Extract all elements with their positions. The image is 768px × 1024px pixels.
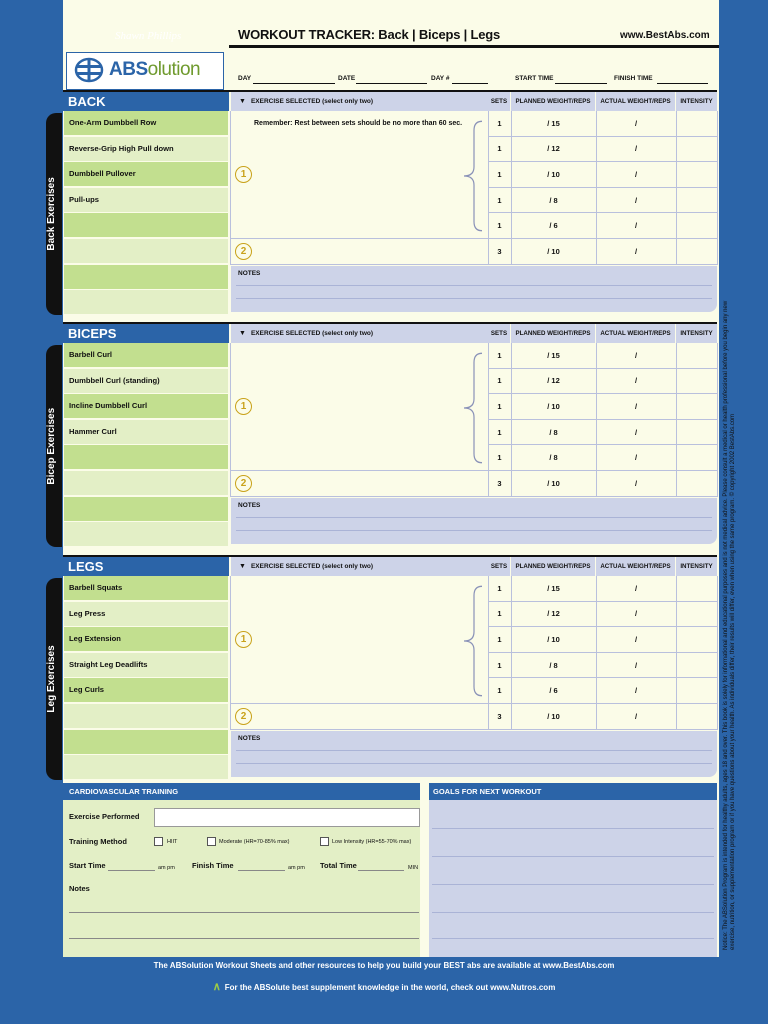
total-time-field[interactable] (358, 870, 404, 871)
exercise-option[interactable] (64, 522, 228, 546)
actual-cell[interactable]: / (596, 239, 676, 265)
planned-cell: / 6 (511, 678, 596, 704)
training-method-label: Training Method (69, 837, 127, 846)
legal-notice: Notice: The ABSolution Program is intended for healthy adults, ages 18 and over. This book is solely for informational and educational purposes and is not medical advice. Please consult a medical or health professional before you begin any new exercise, nutrition, or supplementation program or if you have questions about your health. As individuals differ, their results will differ, even when using the same program. © copyright 2002 BestAbs.com (723, 300, 736, 950)
planned-cell: / 8 (511, 188, 596, 214)
intensity-cell[interactable] (676, 137, 717, 163)
column-divider (488, 576, 489, 730)
min-label: MIN (408, 865, 419, 871)
sets-cell: 1 (488, 137, 511, 163)
actual-cell[interactable]: / (596, 420, 676, 446)
sets-header: SETS (488, 324, 510, 343)
back-notes-box[interactable] (231, 266, 717, 312)
notes-line (236, 298, 712, 299)
grouping-brace-icon (460, 584, 486, 698)
back-section-title: BACK (63, 92, 229, 111)
caret-down-icon: ▼ (239, 330, 246, 337)
column-divider (717, 576, 718, 730)
leaf-icon: ∧ (212, 981, 221, 993)
back-exercise-one-area[interactable] (231, 111, 488, 239)
actual-cell[interactable]: / (596, 137, 676, 163)
intensity-cell[interactable] (676, 188, 717, 214)
column-divider (596, 576, 597, 730)
goals-line[interactable] (432, 856, 714, 857)
column-divider (676, 111, 677, 265)
exercise-one-marker: 1 (235, 631, 252, 648)
intensity-cell[interactable] (676, 704, 717, 730)
finish-time-field[interactable] (657, 83, 708, 84)
back-exercise-selected-header (231, 92, 488, 111)
actual-header: ACTUAL WEIGHT/REPS (596, 92, 675, 111)
caret-down-icon: ▼ (239, 98, 246, 105)
actual-cell[interactable]: / (596, 343, 676, 369)
exercise-two-marker: 2 (235, 708, 252, 725)
column-divider (511, 343, 512, 497)
intensity-cell[interactable] (676, 369, 717, 395)
actual-cell[interactable]: / (596, 627, 676, 653)
biceps-section-title: BICEPS (63, 324, 229, 343)
hiit-label: HIIT (167, 839, 178, 845)
caret-down-icon: ▼ (239, 563, 246, 570)
exercise-option[interactable]: One-Arm Dumbbell Row (64, 111, 228, 135)
notes-label: NOTES (238, 269, 261, 277)
intensity-cell[interactable] (676, 602, 717, 628)
planned-cell: / 12 (511, 602, 596, 628)
sets-header: SETS (488, 92, 510, 111)
planned-cell: / 10 (511, 704, 596, 730)
sets-cell: 1 (488, 343, 511, 369)
back-exercise-two-area[interactable] (231, 239, 488, 265)
actual-cell[interactable]: / (596, 471, 676, 497)
goals-line[interactable] (432, 884, 714, 885)
legs-notes-box[interactable] (231, 731, 717, 777)
logo-wordmark: ABSolution (109, 59, 201, 80)
planned-cell: / 6 (511, 213, 596, 239)
day-label: DAY (238, 75, 252, 82)
intensity-header: INTENSITY (676, 324, 717, 343)
exercise-option[interactable] (64, 471, 228, 495)
notes-label: NOTES (238, 734, 261, 742)
moderate-label: Moderate (HR=70-85% max) (219, 839, 290, 845)
actual-cell[interactable]: / (596, 576, 676, 602)
planned-cell: / 12 (511, 137, 596, 163)
legs-side-label: Leg Exercises (46, 645, 57, 713)
exercise-selected-label: EXERCISE SELECTED (select only two) (250, 563, 374, 570)
sets-cell: 1 (488, 111, 511, 137)
biceps-exercise-one-area[interactable] (231, 343, 488, 471)
biceps-exercise-two-area[interactable] (231, 471, 488, 497)
sets-cell: 1 (488, 213, 511, 239)
intensity-cell[interactable] (676, 343, 717, 369)
logo-mark-icon (73, 56, 105, 84)
column-divider (596, 111, 597, 265)
cardio-notes-line[interactable] (69, 938, 419, 939)
exercise-option[interactable] (64, 445, 228, 469)
column-divider (676, 343, 677, 497)
sets-cell: 1 (488, 369, 511, 395)
goals-line[interactable] (432, 912, 714, 913)
sets-cell: 1 (488, 445, 511, 471)
goals-panel (429, 783, 717, 957)
actual-cell[interactable]: / (596, 602, 676, 628)
sets-cell: 1 (488, 162, 511, 188)
planned-cell: / 15 (511, 343, 596, 369)
goals-title: GOALS FOR NEXT WORKOUT (429, 783, 717, 800)
planned-cell: / 10 (511, 471, 596, 497)
planned-header: PLANNED WEIGHT/REPS (511, 557, 595, 576)
column-divider (230, 576, 231, 730)
low-intensity-checkbox[interactable] (320, 837, 329, 846)
intensity-cell[interactable] (676, 471, 717, 497)
actual-header: ACTUAL WEIGHT/REPS (596, 557, 675, 576)
actual-cell[interactable]: / (596, 369, 676, 395)
column-divider (717, 343, 718, 497)
notes-line (236, 750, 712, 751)
sets-cell: 1 (488, 420, 511, 446)
cardio-start-time-label: Start Time (69, 861, 106, 870)
exercise-option[interactable]: Dumbbell Pullover (64, 162, 228, 186)
exercise-option[interactable]: Pull-ups (64, 188, 228, 212)
exercise-option[interactable] (64, 730, 228, 754)
goals-line[interactable] (432, 938, 714, 939)
start-ampm: am pm (158, 865, 175, 871)
legs-exercise-selected-header (231, 557, 488, 576)
sets-cell: 1 (488, 188, 511, 214)
exercise-performed-label: Exercise Performed (69, 812, 140, 821)
sets-cell: 3 (488, 704, 511, 730)
column-divider (717, 111, 718, 265)
planned-cell: / 15 (511, 576, 596, 602)
legs-section-title: LEGS (63, 557, 229, 576)
sets-cell: 1 (488, 394, 511, 420)
day-number-field[interactable] (452, 83, 488, 84)
column-divider (511, 576, 512, 730)
column-divider (596, 343, 597, 497)
sets-cell: 1 (488, 678, 511, 704)
finish-ampm: am pm (288, 865, 305, 871)
intensity-cell[interactable] (676, 394, 717, 420)
exercise-option[interactable]: Leg Curls (64, 678, 228, 702)
cardio-start-time-field[interactable] (108, 870, 155, 871)
actual-cell[interactable]: / (596, 111, 676, 137)
grouping-brace-icon (460, 351, 486, 465)
start-time-field[interactable] (555, 83, 607, 84)
cardio-title: CARDIOVASCULAR TRAINING (63, 783, 420, 800)
column-divider (488, 343, 489, 497)
actual-cell[interactable]: / (596, 445, 676, 471)
footer-supplements: ∧ For the ABSolute best supplement knowledge in the world, check out www.Nutros.com (212, 981, 556, 993)
date-label: DATE (338, 75, 356, 82)
intensity-cell[interactable] (676, 420, 717, 446)
grouping-brace-icon (460, 119, 486, 233)
notes-line (236, 517, 712, 518)
column-divider (230, 111, 231, 265)
planned-cell: / 8 (511, 445, 596, 471)
intensity-cell[interactable] (676, 111, 717, 137)
exercise-option[interactable]: Dumbbell Curl (standing) (64, 369, 228, 393)
intensity-cell[interactable] (676, 445, 717, 471)
intensity-cell[interactable] (676, 239, 717, 265)
low-intensity-label: Low Intensity (HR=55-70% max) (332, 839, 412, 845)
cardio-notes-label: Notes (69, 884, 90, 893)
column-divider (488, 111, 489, 265)
exercise-one-marker: 1 (235, 166, 252, 183)
planned-header: PLANNED WEIGHT/REPS (511, 324, 595, 343)
exercise-option[interactable]: Barbell Squats (64, 576, 228, 600)
exercise-option[interactable]: Incline Dumbbell Curl (64, 394, 228, 418)
sets-cell: 1 (488, 653, 511, 679)
intensity-cell[interactable] (676, 213, 717, 239)
author-name: Shawn Phillips (115, 30, 182, 42)
biceps-exercise-selected-header (231, 324, 488, 343)
exercise-one-marker: 1 (235, 398, 252, 415)
cardio-finish-time-label: Finish Time (192, 861, 234, 870)
biceps-side-label: Bicep Exercises (46, 407, 57, 485)
exercise-option[interactable] (64, 239, 228, 263)
exercise-selected-label: EXERCISE SELECTED (select only two) (250, 98, 374, 105)
sets-cell: 3 (488, 471, 511, 497)
actual-cell[interactable]: / (596, 162, 676, 188)
intensity-cell[interactable] (676, 162, 717, 188)
planned-header: PLANNED WEIGHT/REPS (511, 92, 595, 111)
planned-cell: / 8 (511, 420, 596, 446)
actual-cell[interactable]: / (596, 704, 676, 730)
back-side-label: Back Exercises (46, 177, 57, 251)
column-divider (230, 343, 231, 497)
start-time-label: START TIME (515, 75, 554, 82)
exercise-option[interactable]: Reverse-Grip High Pull down (64, 137, 228, 161)
planned-cell: / 10 (511, 394, 596, 420)
actual-cell[interactable]: / (596, 653, 676, 679)
legs-exercise-one-area[interactable] (231, 576, 488, 704)
exercise-option[interactable]: Leg Press (64, 602, 228, 626)
exercise-two-marker: 2 (235, 475, 252, 492)
notes-line (236, 530, 712, 531)
sets-cell: 1 (488, 602, 511, 628)
sets-cell: 1 (488, 576, 511, 602)
intensity-cell[interactable] (676, 627, 717, 653)
column-divider (676, 576, 677, 730)
sets-cell: 1 (488, 627, 511, 653)
day-number-label: DAY # (431, 75, 450, 82)
day-field[interactable] (253, 83, 335, 84)
actual-cell[interactable]: / (596, 678, 676, 704)
exercise-option[interactable] (64, 213, 228, 237)
exercise-option[interactable]: Leg Extension (64, 627, 228, 651)
intensity-cell[interactable] (676, 678, 717, 704)
intensity-cell[interactable] (676, 653, 717, 679)
exercise-performed-input[interactable] (154, 808, 420, 827)
hiit-checkbox[interactable] (154, 837, 163, 846)
cardio-notes-line[interactable] (69, 912, 419, 913)
footer-resources: The ABSolution Workout Sheets and other resources to help you build your BEST abs are available at www.BestAbs.com (153, 961, 615, 970)
column-divider (511, 111, 512, 265)
notes-line (236, 285, 712, 286)
planned-cell: / 10 (511, 627, 596, 653)
planned-cell: / 12 (511, 369, 596, 395)
legs-exercise-two-area[interactable] (231, 704, 488, 730)
intensity-header: INTENSITY (676, 557, 717, 576)
cardio-finish-time-field[interactable] (238, 870, 285, 871)
planned-cell: / 10 (511, 162, 596, 188)
notes-line (236, 763, 712, 764)
exercise-option[interactable]: Straight Leg Deadlifts (64, 653, 228, 677)
exercise-option[interactable] (64, 265, 228, 289)
actual-cell[interactable]: / (596, 188, 676, 214)
page-title: WORKOUT TRACKER: Back | Biceps | Legs (238, 27, 501, 42)
exercise-option[interactable] (64, 497, 228, 521)
sets-cell: 3 (488, 239, 511, 265)
planned-cell: / 8 (511, 653, 596, 679)
date-field[interactable] (356, 83, 427, 84)
exercise-option[interactable] (64, 704, 228, 728)
exercise-option[interactable] (64, 755, 228, 779)
total-time-label: Total Time (320, 861, 357, 870)
planned-cell: / 15 (511, 111, 596, 137)
biceps-notes-box[interactable] (231, 498, 717, 544)
sets-header: SETS (488, 557, 510, 576)
actual-header: ACTUAL WEIGHT/REPS (596, 324, 675, 343)
exercise-two-marker: 2 (235, 243, 252, 260)
goals-line[interactable] (432, 828, 714, 829)
site-url[interactable]: www.BestAbs.com (620, 30, 710, 41)
finish-time-label: FINISH TIME (614, 75, 653, 82)
intensity-header: INTENSITY (676, 92, 717, 111)
exercise-option[interactable]: Hammer Curl (64, 420, 228, 444)
header-rule (229, 45, 719, 48)
absolution-logo (66, 52, 224, 90)
rest-reminder: Remember: Rest between sets should be no more than 60 sec. (254, 120, 463, 127)
exercise-selected-label: EXERCISE SELECTED (select only two) (250, 330, 374, 337)
exercise-option[interactable]: Barbell Curl (64, 343, 228, 367)
actual-cell[interactable]: / (596, 394, 676, 420)
notes-label: NOTES (238, 501, 261, 509)
actual-cell[interactable]: / (596, 213, 676, 239)
intensity-cell[interactable] (676, 576, 717, 602)
exercise-option[interactable] (64, 290, 228, 314)
moderate-checkbox[interactable] (207, 837, 216, 846)
planned-cell: / 10 (511, 239, 596, 265)
